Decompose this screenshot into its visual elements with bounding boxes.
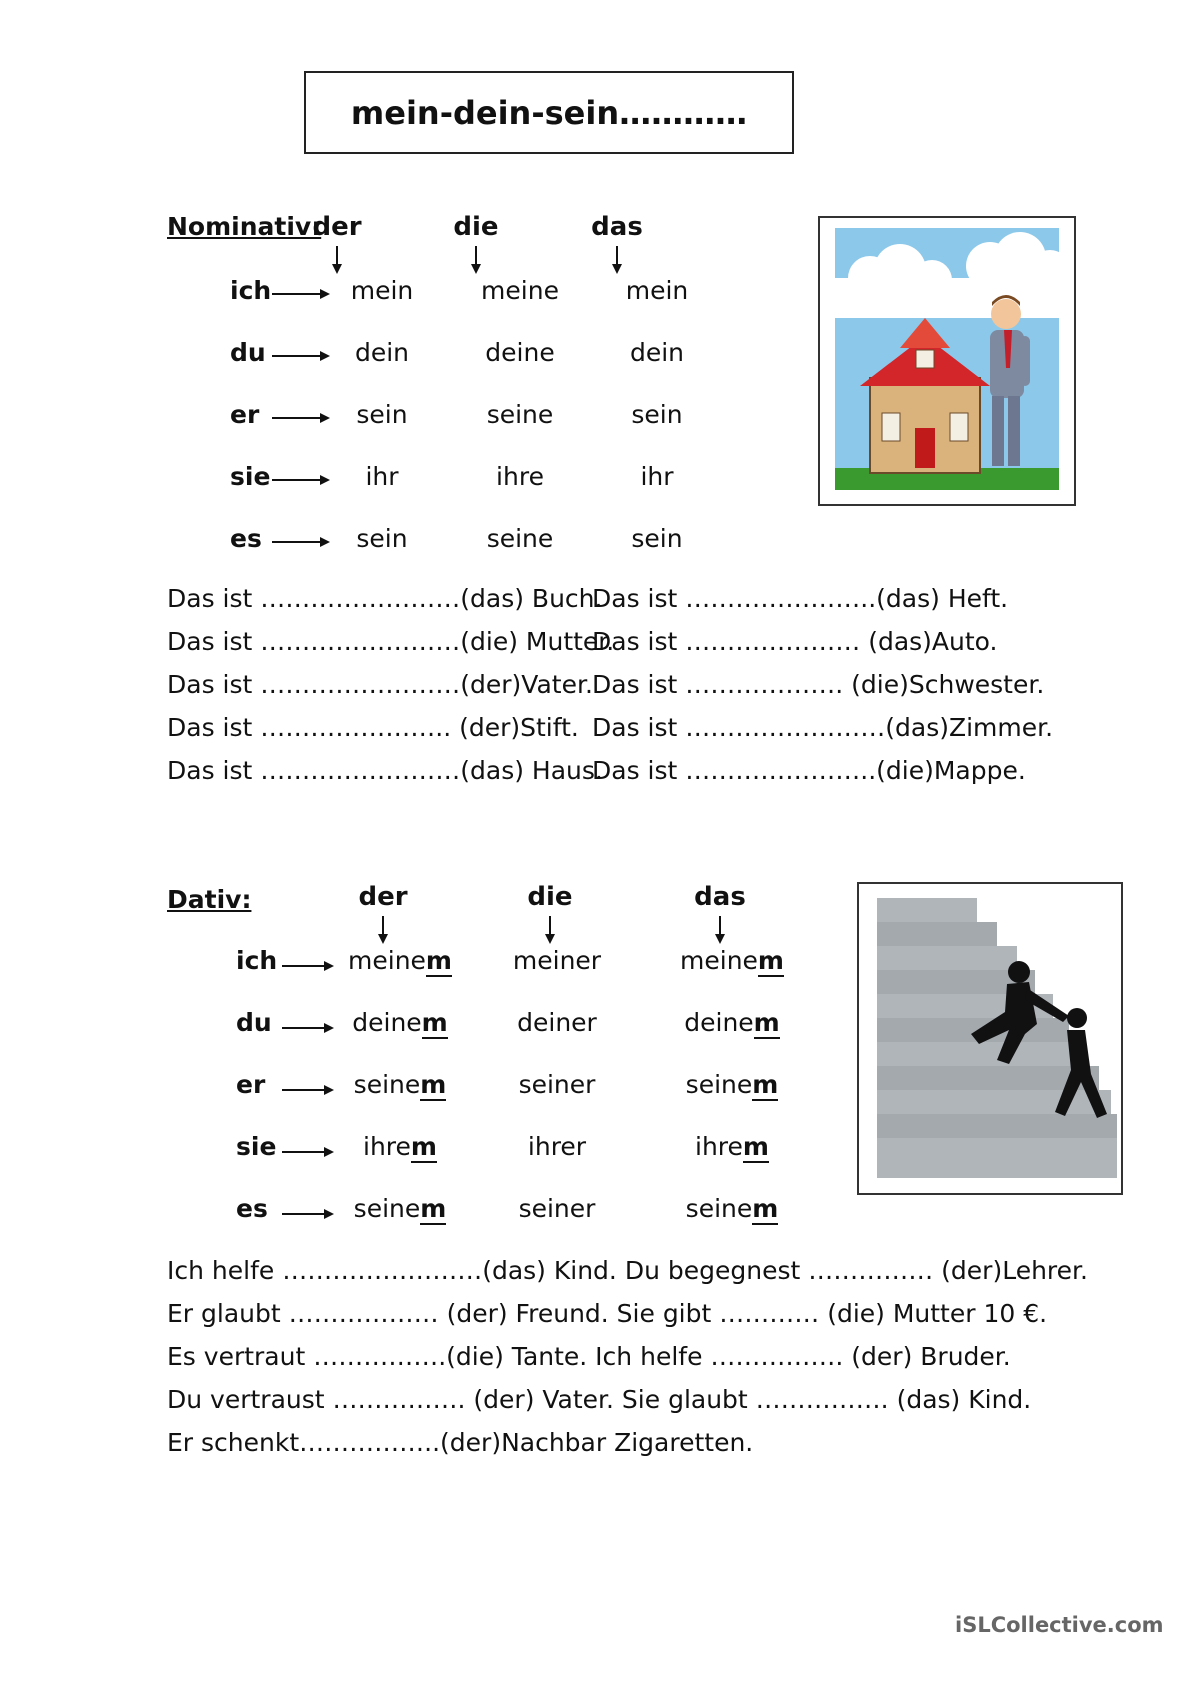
down-arrow-icon xyxy=(469,246,483,274)
form-stem: ihrer xyxy=(527,1132,587,1161)
form-stem: deine xyxy=(684,1008,754,1037)
exercise-sentence: Du vertraust ……………. (der) Vater. Sie glaubt ……………. (das) Kind. xyxy=(167,1385,1032,1414)
form-stem: seine xyxy=(685,1070,753,1099)
form-ending: m xyxy=(420,1070,447,1099)
form-ending: m xyxy=(752,1194,779,1223)
exercise-sentence: Das ist ……………………(das)Zimmer. xyxy=(592,713,1054,742)
house-window xyxy=(916,350,934,368)
form-stem: ihre xyxy=(363,1132,411,1161)
possessive-form: seine xyxy=(486,400,554,429)
pronoun-du: du xyxy=(230,338,266,367)
pronoun-es: es xyxy=(230,524,262,553)
form-ending: m xyxy=(425,946,452,975)
right-arrow-icon xyxy=(282,1021,334,1035)
possessive-form: ihre xyxy=(496,462,544,491)
form-stem: seiner xyxy=(518,1194,596,1223)
house-picture-frame xyxy=(818,216,1076,506)
exercise-sentence: Das ist ……………………(das) Haus. xyxy=(167,756,603,785)
gender-header-die: die xyxy=(527,882,573,912)
possessive-form: deine xyxy=(485,338,555,367)
form-stem: deine xyxy=(352,1008,422,1037)
right-arrow-icon xyxy=(282,959,334,973)
down-arrow-icon xyxy=(330,246,344,274)
site-watermark: iSLCollective.com xyxy=(955,1613,1164,1637)
possessive-form: ihr xyxy=(365,462,399,491)
house-window xyxy=(950,413,968,441)
house-window xyxy=(882,413,900,441)
exercise-sentence: Das ist ……………………(die) Mutter. xyxy=(167,627,615,656)
pronoun-sie: sie xyxy=(236,1132,277,1161)
form-ending: m xyxy=(742,1132,769,1161)
pronoun-arrow xyxy=(282,1020,334,1039)
down-arrow-icon xyxy=(713,916,727,944)
possessive-form: mein xyxy=(350,276,414,305)
possessive-form: ihr xyxy=(640,462,674,491)
man-head xyxy=(991,299,1021,329)
possessive-form xyxy=(487,1194,627,1223)
exercise-sentence: Das ist ……………………(das) Buch. xyxy=(167,584,603,613)
possessive-form: sein xyxy=(356,524,408,553)
pronoun-arrow xyxy=(282,1082,334,1101)
form-ending: m xyxy=(410,1132,437,1161)
helping-hand-stairs-illustration xyxy=(859,884,1121,1193)
exercise-sentence: Es vertraut …………….(die) Tante. Ich helfe ……………. (der) Bruder. xyxy=(167,1342,1011,1371)
form-stem: deiner xyxy=(517,1008,597,1037)
form-stem: seine xyxy=(353,1194,421,1223)
form-stem: meiner xyxy=(512,946,602,975)
exercise-sentence: Er glaubt ……………… (der) Freund. Sie gibt ………… (die) Mutter 10 €. xyxy=(167,1299,1048,1328)
possessive-form xyxy=(662,1070,802,1099)
pronoun-arrow xyxy=(282,1144,334,1163)
exercise-sentence: Ich helfe ……………………(das) Kind. Du begegnest …………… (der)Lehrer. xyxy=(167,1256,1088,1285)
possessive-form xyxy=(330,1132,470,1161)
pronoun-du: du xyxy=(236,1008,272,1037)
gender-arrow xyxy=(376,916,390,948)
possessive-form: meine xyxy=(481,276,559,305)
possessive-form xyxy=(330,1008,470,1037)
nominativ-label: Nominativ: xyxy=(167,212,322,241)
down-arrow-icon xyxy=(376,916,390,944)
form-stem: ihre xyxy=(695,1132,743,1161)
down-arrow-icon xyxy=(610,246,624,274)
exercise-sentence: Er schenkt……………..(der)Nachbar Zigaretten. xyxy=(167,1428,754,1457)
possessive-form xyxy=(487,1070,627,1099)
possessive-form: sein xyxy=(631,524,683,553)
worksheet-title: mein-dein-sein………… xyxy=(304,71,794,154)
exercise-sentence: Das ist …………………..(die)Mappe. xyxy=(592,756,1026,785)
possessive-form: sein xyxy=(631,400,683,429)
form-stem: seiner xyxy=(518,1070,596,1099)
form-stem: meine xyxy=(680,946,758,975)
exercise-sentence: Das ist ………………….. (der)Stift. xyxy=(167,713,579,742)
right-arrow-icon xyxy=(282,1145,334,1159)
gender-arrow xyxy=(713,916,727,948)
right-arrow-icon xyxy=(282,1083,334,1097)
exercise-sentence: Das ist …………………..(das) Heft. xyxy=(592,584,1009,613)
possessive-form xyxy=(662,1132,802,1161)
possessive-form: dein xyxy=(354,338,410,367)
gender-header-das: das xyxy=(694,882,746,912)
gender-header-das: das xyxy=(591,212,643,242)
form-ending: m xyxy=(757,946,784,975)
possessive-form xyxy=(487,946,627,975)
form-ending: m xyxy=(420,1194,447,1223)
gender-header-der: der xyxy=(312,212,362,242)
pronoun-ich: ich xyxy=(236,946,278,975)
form-stem: seine xyxy=(685,1194,753,1223)
form-ending: m xyxy=(753,1008,780,1037)
possessive-form: sein xyxy=(356,400,408,429)
pronoun-arrow xyxy=(282,958,334,977)
possessive-form: mein xyxy=(625,276,689,305)
pronoun-ich: ich xyxy=(230,276,272,305)
form-stem: meine xyxy=(348,946,426,975)
possessive-form xyxy=(330,1194,470,1223)
pronoun-arrow xyxy=(282,1206,334,1225)
gender-arrow xyxy=(610,246,624,278)
possessive-form: dein xyxy=(629,338,685,367)
possessive-form xyxy=(487,1132,627,1161)
pronoun-er: er xyxy=(236,1070,266,1099)
possessive-form: seine xyxy=(486,524,554,553)
house-man-illustration xyxy=(820,218,1074,504)
gender-header-der: der xyxy=(358,882,408,912)
possessive-form xyxy=(487,1008,627,1037)
house-door xyxy=(915,428,935,468)
possessive-form xyxy=(662,1008,802,1037)
possessive-form xyxy=(662,946,802,975)
pronoun-sie: sie xyxy=(230,462,271,491)
form-stem: seine xyxy=(353,1070,421,1099)
gender-arrow xyxy=(469,246,483,278)
exercise-sentence: Das ist ………………. (die)Schwester. xyxy=(592,670,1045,699)
possessive-form xyxy=(662,1194,802,1223)
stairs-picture-frame xyxy=(857,882,1123,1195)
right-arrow-icon xyxy=(282,1207,334,1221)
exercise-sentence: Das ist ………………… (das)Auto. xyxy=(592,627,998,656)
dativ-label: Dativ: xyxy=(167,885,252,914)
possessive-form xyxy=(330,946,470,975)
possessive-form xyxy=(330,1070,470,1099)
exercise-sentence: Das ist ……………………(der)Vater. xyxy=(167,670,593,699)
form-ending: m xyxy=(752,1070,779,1099)
gender-header-die: die xyxy=(453,212,499,242)
down-arrow-icon xyxy=(543,916,557,944)
gender-arrow xyxy=(543,916,557,948)
pronoun-er: er xyxy=(230,400,260,429)
pronoun-es: es xyxy=(236,1194,268,1223)
gender-arrow xyxy=(330,246,344,278)
form-ending: m xyxy=(421,1008,448,1037)
